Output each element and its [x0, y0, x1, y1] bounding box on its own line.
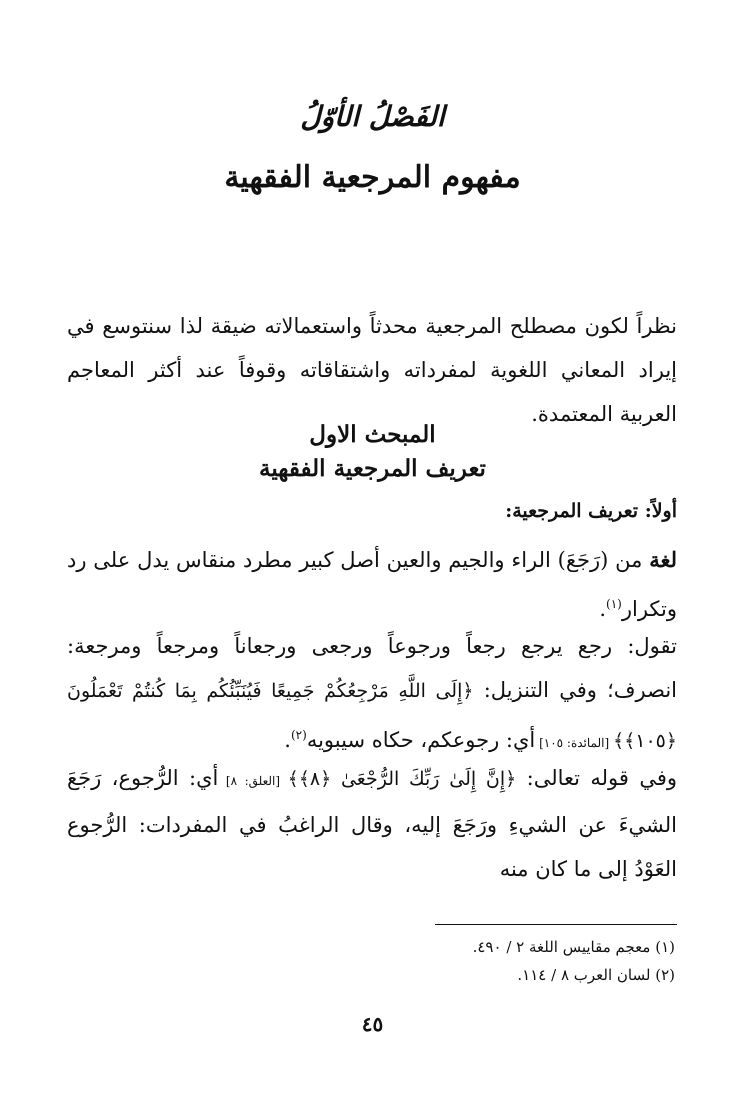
section-title-line2: تعريف المرجعية الفقهية — [259, 455, 486, 482]
lugha-term: لغة — [649, 547, 677, 572]
footnote-1: (١) معجم مقاييس اللغة ٢ / ٤٩٠. — [472, 938, 675, 956]
quran-verse-maida: ﴿إِلَى اللَّهِ مَرْجِعُكُمْ جَمِيعًا فَيُنَبِّئُكُم بِمَا كُنتُمْ تَعْمَلُونَ ﴿١٠٥﴾﴾ — [67, 680, 677, 752]
paragraph-lugha — [67, 538, 677, 631]
subheading: أولاً: تعريف المرجعية: — [505, 500, 677, 522]
page-number: ٤٥ — [361, 1012, 384, 1036]
taqul-after: أي: رجوعكم، حكاه سيبويه — [306, 728, 536, 752]
lugha-text: من (رَجَعَ) الراء والجيم والعين أصل كبير مطرد منقاس يدل على رد وتكرار — [67, 548, 677, 621]
surah-ref-alaq: [العلق: ٨] — [218, 774, 288, 788]
paragraph-alaq — [67, 756, 677, 891]
chapter-title: مفهوم المرجعية الفقهية — [224, 160, 521, 195]
footnote-ref-1: (١) — [606, 597, 622, 611]
alaq-after: أي: الرُّجوع، رَجَعَ الشيءَ عن الشيءِ ورَجَعَ إليه، وقال الراغبُ في المفردات: الرُّجوع العَوْدُ إلى ما كان منه — [67, 766, 677, 881]
paragraph-taqul — [67, 624, 677, 765]
quran-verse-alaq: ﴿إِنَّ إِلَىٰ رَبِّكَ الرُّجْعَىٰ ﴿٨﴾﴾ — [287, 768, 517, 790]
intro-paragraph: نظراً لكون مصطلح المرجعية محدثاً واستعمالاته ضيقة لذا سنتوسع في إيراد المعاني اللغوية لمفرداته واشتقاقاته وقوفاً عند أكثر المعاجم العربية المعتمدة. — [67, 314, 677, 426]
section-title-line1: المبحث الاول — [309, 421, 436, 448]
taqul-end: . — [284, 728, 291, 752]
footnote-ref-2: (٢) — [290, 728, 307, 742]
footnote-2: (٢) لسان العرب ٨ / ١١٤. — [517, 966, 675, 984]
surah-ref-maida: [المائدة: ١٠٥] — [535, 736, 613, 750]
footnote-divider — [435, 924, 677, 925]
chapter-label: الفَصْلُ الأوّلُ — [300, 100, 445, 133]
lugha-end: . — [599, 597, 607, 621]
alaq-text: وفي قوله تعالى: — [516, 766, 677, 790]
taqul-text: تقول: رجع يرجع رجعاً ورجوعاً ورجعى ورجعاناً ومرجعاً ومرجعة: انصرف؛ وفي التنزيل: — [67, 634, 678, 702]
